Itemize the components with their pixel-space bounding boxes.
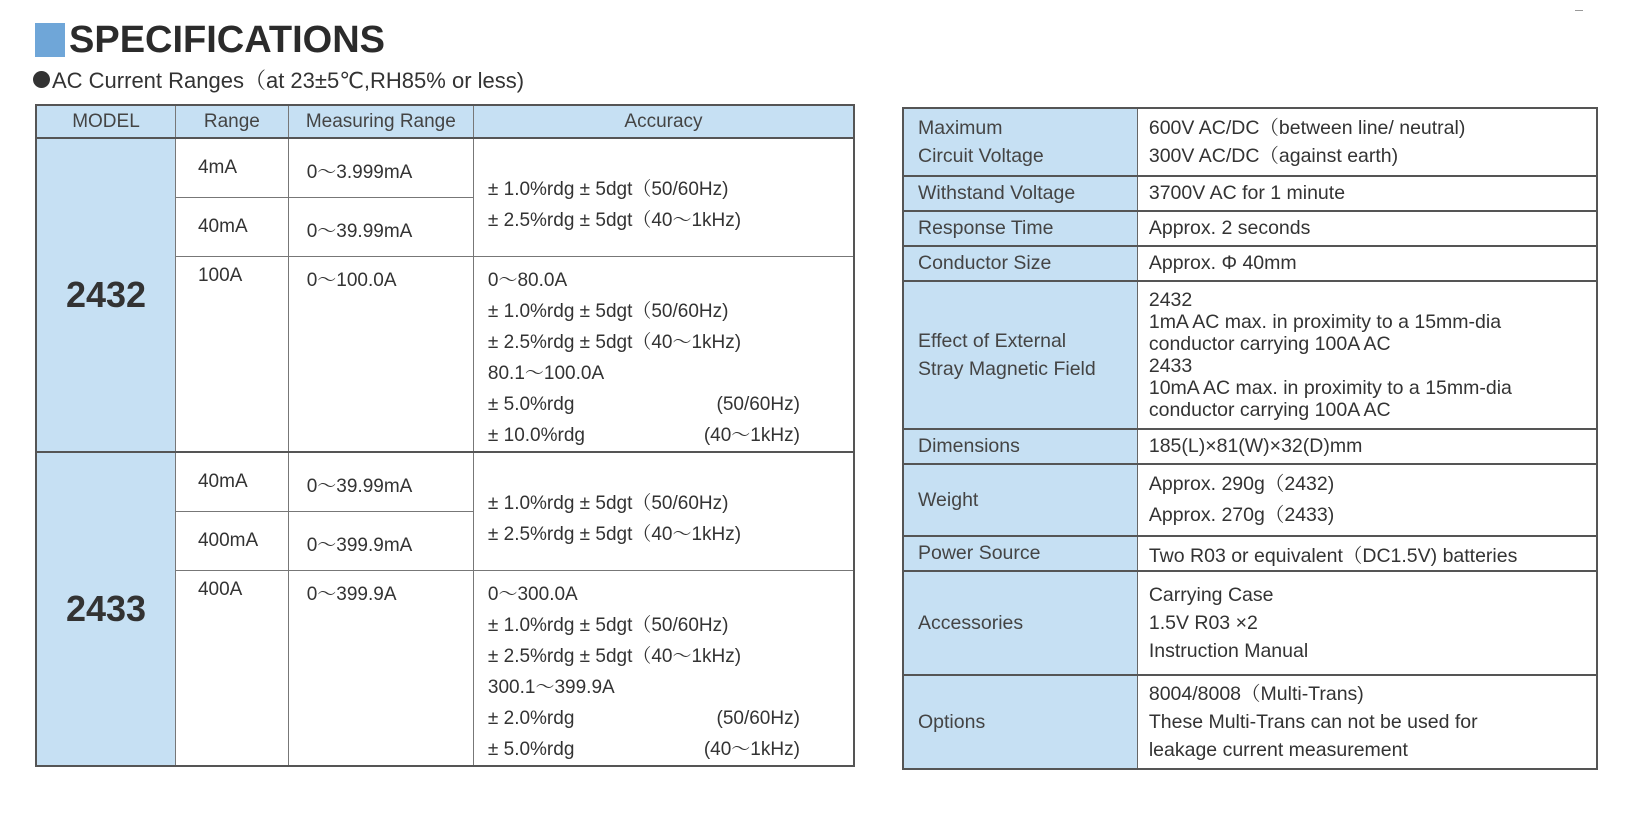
measuring-cell: 0～100.0A xyxy=(288,257,473,453)
range-cell: 100A xyxy=(175,257,288,453)
spec-value xyxy=(1137,281,1597,429)
spec-row-stray-field xyxy=(903,281,1597,429)
accuracy-freq: (40～1kHz) xyxy=(703,425,800,446)
value-line: 300V AC/DC（against earth) xyxy=(1148,145,1399,167)
value-line: Approx. 270g（2433) xyxy=(1148,504,1335,526)
label-line: Stray Magnetic Field xyxy=(918,358,1096,380)
corner-mark xyxy=(1575,10,1583,11)
page-title: SPECIFICATIONS xyxy=(69,18,385,61)
accuracy-band: 80.1～100.0A xyxy=(487,363,605,384)
accuracy-line: ± 1.0%rdg ± 5dgt（50/60Hz) xyxy=(487,178,729,200)
label-line: Maximum xyxy=(918,117,1003,139)
measuring-cell: 0～3.999mA xyxy=(288,138,473,198)
accuracy-line xyxy=(488,734,800,765)
bullet-icon xyxy=(33,71,50,88)
spec-label: Options xyxy=(903,675,1137,769)
value-line: Approx. 290g（2432) xyxy=(1148,473,1335,495)
value-line: conductor carrying 100A AC xyxy=(1148,399,1391,421)
subtitle-text: AC Current Ranges（at 23±5℃,RH85% or less) xyxy=(52,68,525,93)
table-row xyxy=(36,452,854,512)
accuracy-band: 0～300.0A xyxy=(487,584,578,605)
spec-row-max-voltage xyxy=(903,108,1597,176)
spec-row-power xyxy=(903,536,1597,571)
accuracy-line: ± 2.5%rdg ± 5dgt（40～1kHz) xyxy=(487,523,742,545)
col-header-model: MODEL xyxy=(36,105,175,138)
spec-label: Accessories xyxy=(903,571,1137,675)
range-cell: 400mA xyxy=(175,512,288,571)
accuracy-line xyxy=(488,420,800,451)
accuracy-line: ± 2.5%rdg ± 5dgt（40～1kHz) xyxy=(487,209,742,231)
measuring-cell: 0～39.99mA xyxy=(288,452,473,512)
accuracy-line xyxy=(488,389,800,420)
spec-label: Weight xyxy=(903,464,1137,536)
spec-value xyxy=(1137,464,1597,536)
accuracy-line: ± 2.5%rdg ± 5dgt（40～1kHz) xyxy=(487,646,742,667)
spec-value xyxy=(1137,571,1597,675)
accuracy-line: ± 2.5%rdg ± 5dgt（40～1kHz) xyxy=(487,332,742,353)
accuracy-cell xyxy=(473,571,854,767)
spec-row-dimensions xyxy=(903,429,1597,464)
spec-row-conductor xyxy=(903,246,1597,281)
range-cell: 400A xyxy=(175,571,288,767)
model-2433: 2433 xyxy=(36,452,175,766)
value-line: 1mA AC max. in proximity to a 15mm-dia xyxy=(1148,311,1502,333)
subtitle xyxy=(33,64,524,95)
accuracy-value: ± 2.0%rdg xyxy=(487,708,575,729)
range-cell: 4mA xyxy=(175,138,288,198)
spec-label xyxy=(903,281,1137,429)
spec-value xyxy=(1137,675,1597,769)
label-line: Effect of External xyxy=(918,330,1067,352)
accuracy-line: ± 1.0%rdg ± 5dgt（50/60Hz) xyxy=(487,301,729,322)
accuracy-freq: (40～1kHz) xyxy=(703,739,800,760)
value-line: 8004/8008（Multi-Trans) xyxy=(1148,683,1364,705)
accuracy-cell xyxy=(473,138,854,257)
spec-label: Withstand Voltage xyxy=(903,176,1137,211)
measuring-cell: 0～39.99mA xyxy=(288,198,473,257)
accuracy-line xyxy=(488,703,800,734)
spec-value: 3700V AC for 1 minute xyxy=(1137,176,1597,211)
general-specs-table xyxy=(902,107,1598,770)
heading-square-icon xyxy=(35,23,65,57)
table-row xyxy=(36,138,854,198)
col-header-measuring-range: Measuring Range xyxy=(288,105,473,138)
col-header-accuracy: Accuracy xyxy=(473,105,854,138)
measuring-cell: 0～399.9A xyxy=(288,571,473,767)
value-line: 2432 xyxy=(1148,289,1193,311)
value-line: 1.5V R03 ×2 xyxy=(1148,612,1258,634)
spec-value: Two R03 or equivalent（DC1.5V) batteries xyxy=(1137,536,1597,571)
spec-row-response xyxy=(903,211,1597,246)
section-heading xyxy=(35,18,385,62)
spec-label: Response Time xyxy=(903,211,1137,246)
spec-label: Power Source xyxy=(903,536,1137,571)
spec-label: Dimensions xyxy=(903,429,1137,464)
value-line: 600V AC/DC（between line/ neutral) xyxy=(1148,117,1466,139)
spec-value: Approx. Φ 40mm xyxy=(1137,246,1597,281)
value-line: conductor carrying 100A AC xyxy=(1148,333,1391,355)
value-line: Carrying Case xyxy=(1148,584,1274,606)
spec-value: 185(L)×81(W)×32(D)mm xyxy=(1137,429,1597,464)
accuracy-line: ± 1.0%rdg ± 5dgt（50/60Hz) xyxy=(487,615,729,636)
range-cell: 40mA xyxy=(175,198,288,257)
spec-label xyxy=(903,108,1137,176)
accuracy-freq: (50/60Hz) xyxy=(716,394,800,415)
spec-row-withstand xyxy=(903,176,1597,211)
accuracy-band: 0～80.0A xyxy=(487,270,568,291)
accuracy-cell xyxy=(473,257,854,453)
label-line: Circuit Voltage xyxy=(918,145,1044,167)
accuracy-freq: (50/60Hz) xyxy=(716,708,800,729)
value-line: leakage current measurement xyxy=(1148,739,1408,761)
accuracy-value: ± 5.0%rdg xyxy=(487,739,575,760)
value-line: 10mA AC max. in proximity to a 15mm-dia xyxy=(1148,377,1512,399)
accuracy-cell xyxy=(473,452,854,571)
spec-row-accessories xyxy=(903,571,1597,675)
accuracy-value: ± 10.0%rdg xyxy=(487,425,585,446)
spec-row-options xyxy=(903,675,1597,769)
ac-current-ranges-table xyxy=(35,104,855,767)
value-line: 2433 xyxy=(1148,355,1193,377)
value-line: These Multi-Trans can not be used for xyxy=(1148,711,1478,733)
accuracy-value: ± 5.0%rdg xyxy=(487,394,575,415)
model-2432: 2432 xyxy=(36,138,175,452)
spec-row-weight xyxy=(903,464,1597,536)
accuracy-band: 300.1～399.9A xyxy=(487,677,615,698)
col-header-range: Range xyxy=(175,105,288,138)
spec-value: Approx. 2 seconds xyxy=(1137,211,1597,246)
spec-value xyxy=(1137,108,1597,176)
range-cell: 40mA xyxy=(175,452,288,512)
accuracy-line: ± 1.0%rdg ± 5dgt（50/60Hz) xyxy=(487,492,729,514)
table-header-row xyxy=(36,105,854,138)
value-line: Instruction Manual xyxy=(1148,640,1309,662)
measuring-cell: 0～399.9mA xyxy=(288,512,473,571)
spec-label: Conductor Size xyxy=(903,246,1137,281)
